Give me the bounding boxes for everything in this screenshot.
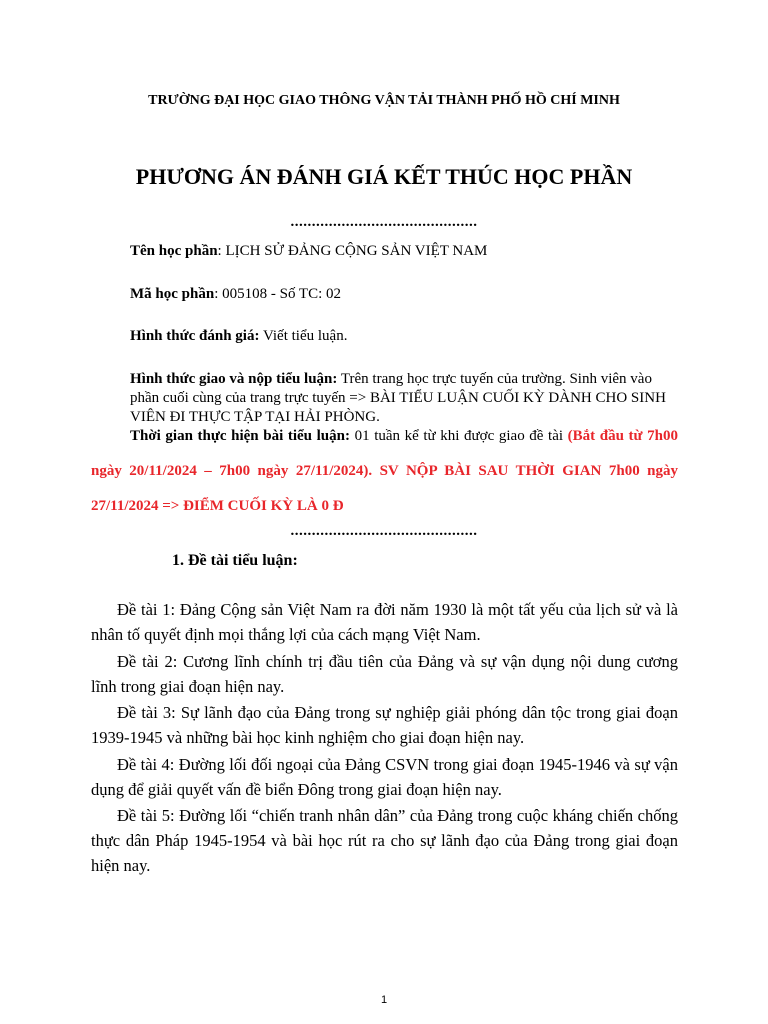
deadline-value: 01 tuần kể từ khi được giao đề tài (349, 428, 568, 444)
assessment-format (130, 327, 678, 346)
submission-method-value: Trên trang học trực tuyến của trường. Sinh viên vào phần cuối cùng của trang trực tuyến => BÀI TIỂU LUẬN CUỐI KỲ DÀNH CHO SINH VIÊN ĐI THỰC TẬP TẠI HẢI PHÒNG. (130, 371, 666, 425)
assessment-format-value: Viết tiểu luận. (259, 328, 348, 344)
topic-item: Đề tài 4: Đường lối đối ngoại của Đảng CSVN trong giai đoạn 1945-1946 và sự vận dụng để giải quyết vấn đề biển Đông trong giai đoạn hiện nay. (91, 755, 678, 799)
school-name: TRƯỜNG ĐẠI HỌC GIAO THÔNG VẬN TẢI THÀNH PHỐ HỒ CHÍ MINH (148, 93, 620, 108)
course-code-label: Mã học phần (130, 286, 215, 302)
course-name (130, 242, 678, 261)
deadline-warning: (Bắt đầu từ 7h00 ngày 20/11/2024 – 7h00 ngày 27/11/2024). SV NỘP BÀI SAU THỜI GIAN 7h00 ngày 27/11/2024 => ĐIỂM CUỐI KỲ LÀ 0 Đ (91, 428, 678, 514)
topic-item: Đề tài 3: Sự lãnh đạo của Đảng trong sự nghiệp giải phóng dân tộc trong giai đoạn 1939-1945 và những bài học kinh nghiệm cho giai đoạn hiện nay. (91, 703, 678, 747)
deadline-paragraph (91, 419, 678, 524)
course-name-label: Tên học phần (130, 243, 218, 259)
course-code (130, 285, 678, 304)
separator-top: ............................................ (290, 214, 478, 230)
section-heading: 1. Đề tài tiểu luận: (172, 552, 298, 569)
topic-item: Đề tài 2: Cương lĩnh chính trị đầu tiên của Đảng và sự vận dụng nội dung cương lĩnh trong giai đoạn hiện nay. (91, 652, 678, 696)
topic-item: Đề tài 1: Đảng Cộng sản Việt Nam ra đời năm 1930 là một tất yếu của lịch sử và là nhân tố quyết định mọi thắng lợi của cách mạng Việt Nam. (91, 600, 678, 644)
page-number: 1 (380, 994, 388, 1006)
deadline-label: Thời gian thực hiện bài tiểu luận: (130, 428, 350, 444)
course-name-value: : LỊCH SỬ ĐẢNG CỘNG SẢN VIỆT NAM (217, 243, 488, 259)
separator-bottom: ............................................ (290, 523, 478, 539)
course-code-value: : 005108 - Số TC: 02 (214, 286, 342, 302)
submission-method-label: Hình thức giao và nộp tiểu luận: (130, 371, 338, 387)
assessment-format-label: Hình thức đánh giá: (130, 328, 260, 344)
document-title: PHƯƠNG ÁN ĐÁNH GIÁ KẾT THÚC HỌC PHẦN (135, 164, 633, 189)
topic-item: Đề tài 5: Đường lối “chiến tranh nhân dân” của Đảng trong cuộc kháng chiến chống thực dân Pháp 1945-1954 và bài học rút ra cho sự lãnh đạo của Đảng trong giai đoạn hiện nay. (91, 806, 678, 875)
